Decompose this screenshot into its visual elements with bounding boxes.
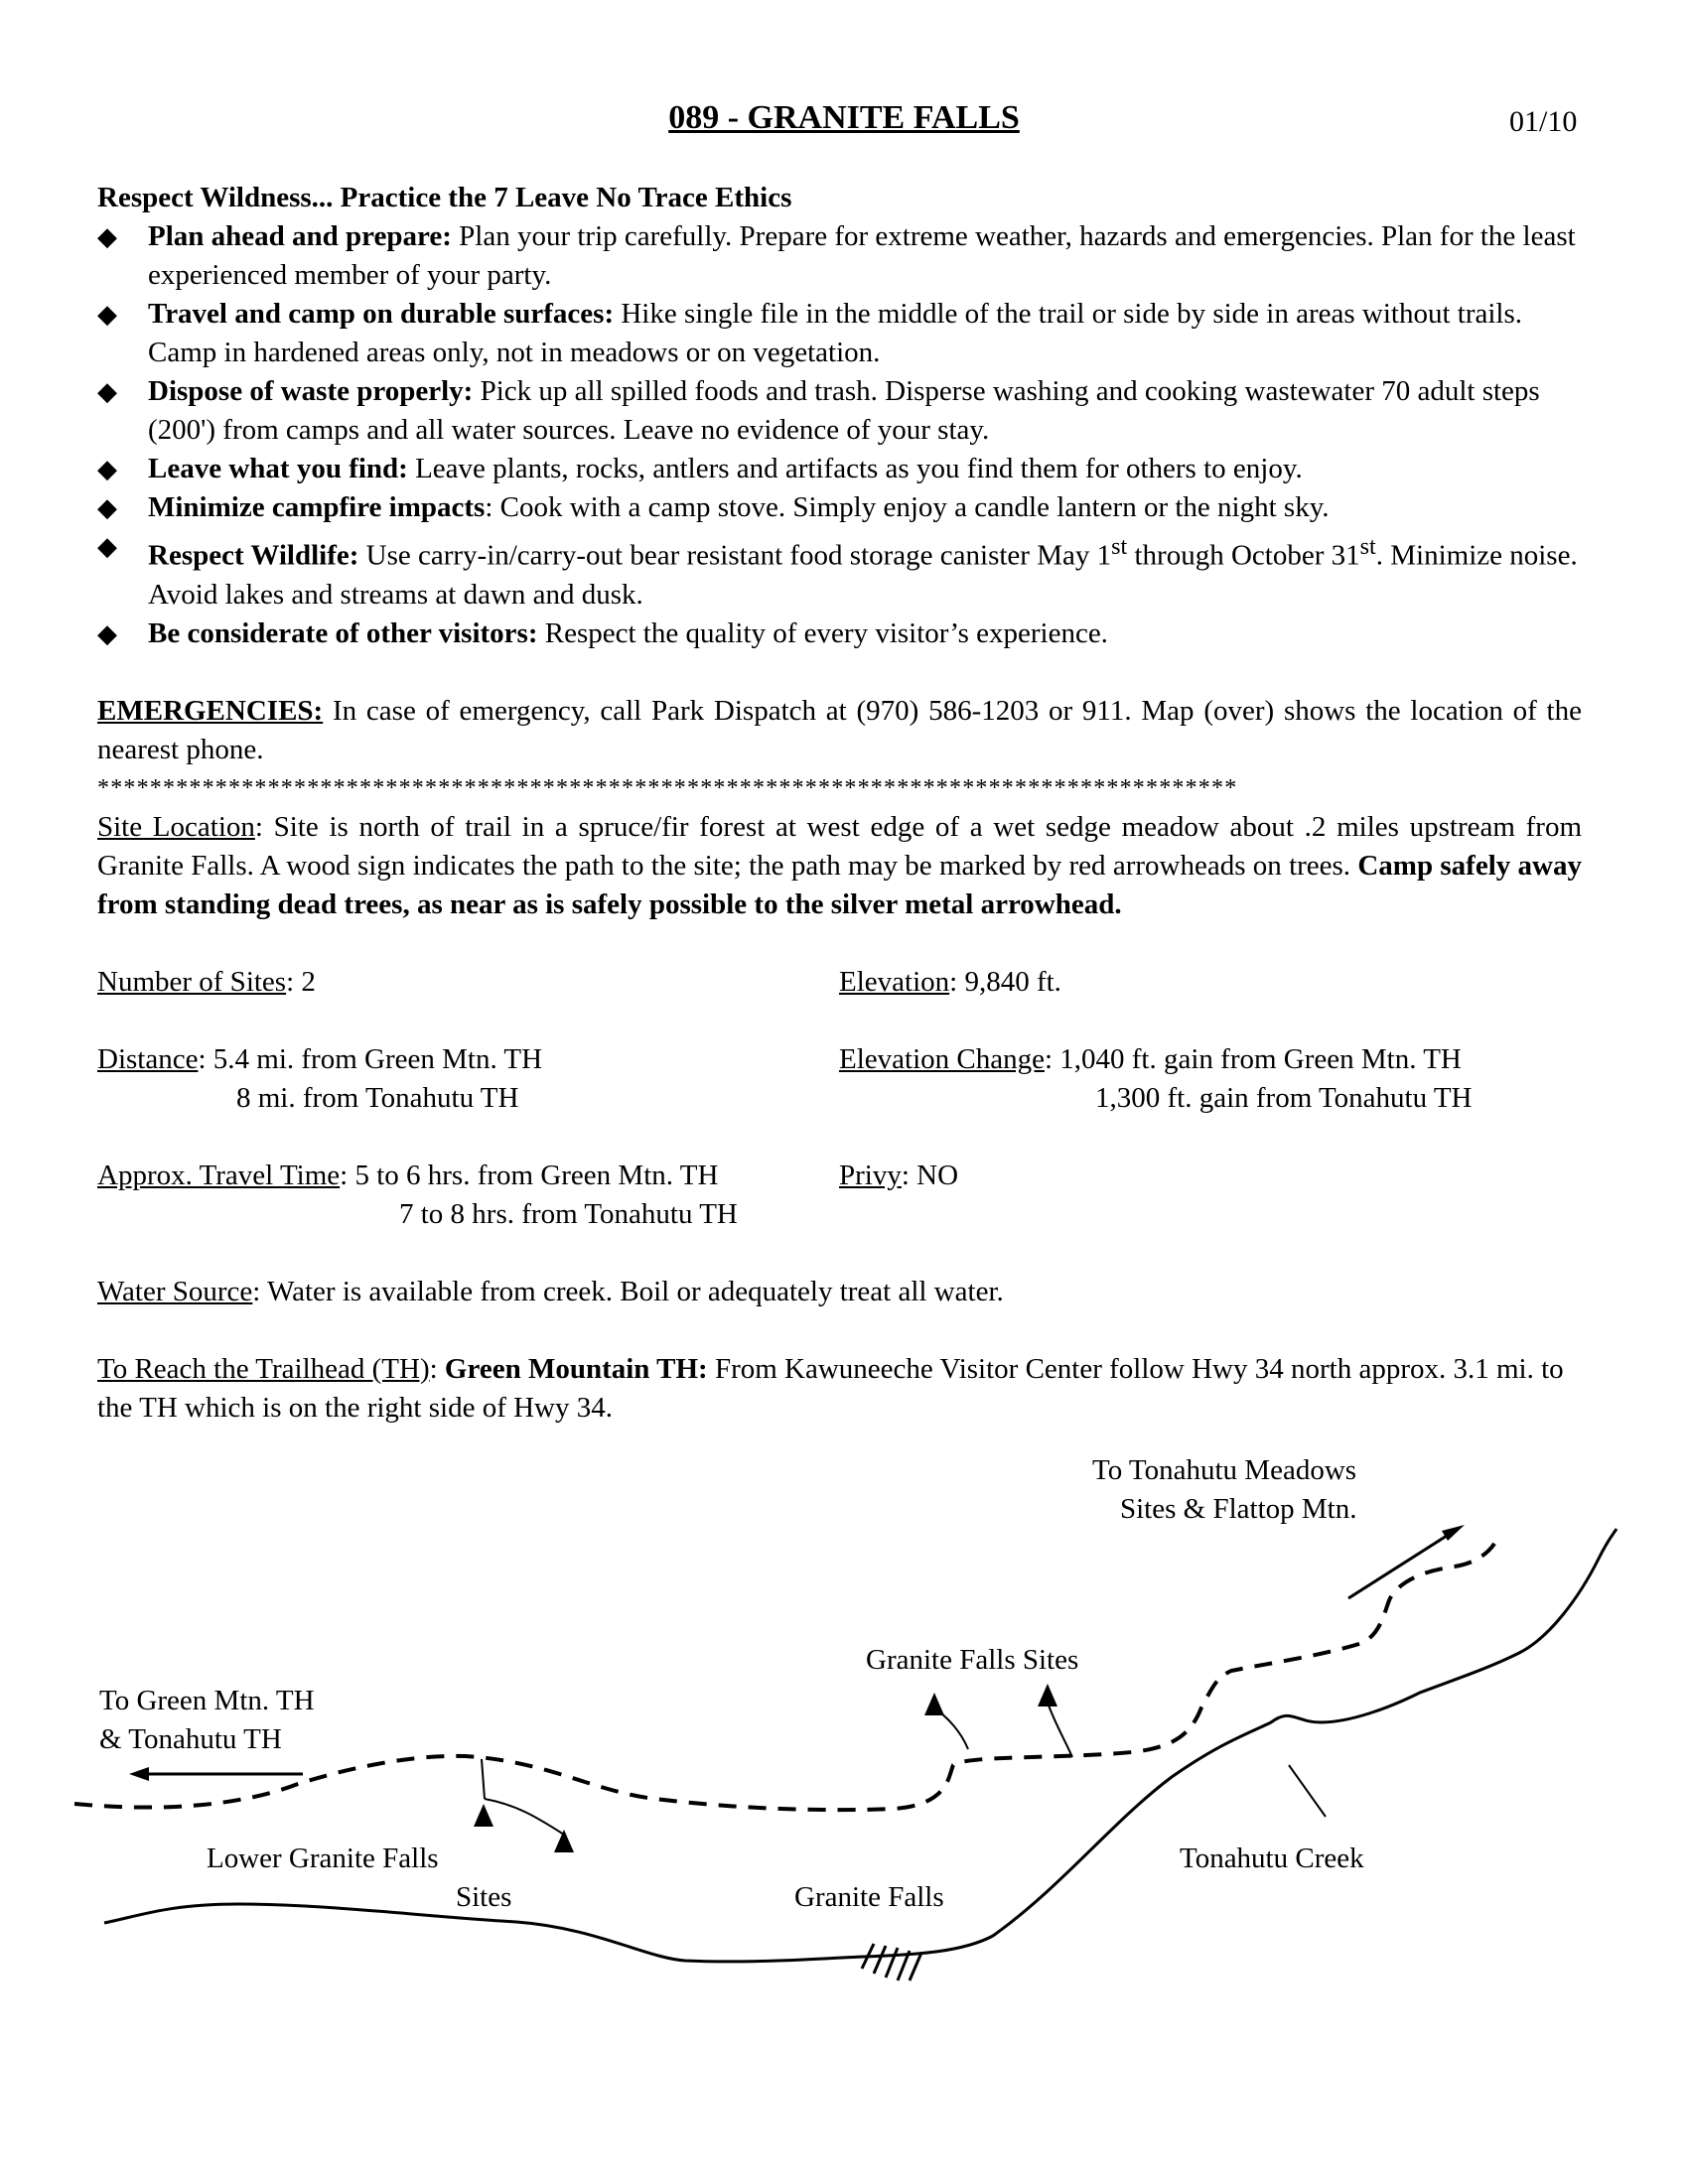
map-label-creek: Tonahutu Creek	[1180, 1843, 1364, 1874]
lnt-item-text: Pick up all spilled foods and trash. Disperse washing and cooking wastewater 70 adult steps (200') from camps and all water sources. Leave no evidence of your stay.	[148, 375, 1540, 446]
lnt-item-label: Respect Wildlife:	[148, 539, 359, 572]
emergency-label: EMERGENCIES:	[97, 694, 324, 727]
arrow-left-icon	[129, 1767, 303, 1781]
lnt-item-text: Leave plants, rocks, antlers and artifacts as you find them for others to enjoy.	[407, 453, 1303, 484]
diamond-bullet-icon: ◆	[97, 377, 117, 406]
lnt-item-label: Dispose of waste properly:	[148, 375, 474, 407]
arrow-up-right-icon	[1348, 1525, 1465, 1598]
campsite-icon	[474, 1804, 493, 1827]
map-label-to-tonahutu: Sites & Flattop Mtn.	[1120, 1493, 1357, 1525]
emergency-paragraph	[97, 692, 1582, 769]
site-location-warning: Camp safely away from standing dead trees, as near as is safely possible to the silver metal arrowhead.	[97, 849, 1582, 920]
elevation-label: Elevation	[839, 965, 950, 998]
revision-date: 01/10	[1509, 105, 1578, 138]
trailhead-name: Green Mountain TH:	[444, 1352, 708, 1385]
lnt-item-text: Hike single file in the middle of the trail or side by side in areas without trails. Camp in hardened areas only, not in meadows or on vegetation.	[148, 298, 1523, 368]
trailhead-label: To Reach the Trailhead (TH)	[97, 1352, 430, 1385]
lnt-item-text: Respect the quality of every visitor’s experience.	[537, 616, 1108, 649]
site-location-label: Site Location	[97, 810, 255, 843]
trail-path	[74, 1534, 1499, 1810]
map-label-lower-sites: Sites	[456, 1881, 512, 1913]
ordinal-suffix: st	[1359, 533, 1376, 560]
lnt-item-text: through October 31	[1127, 539, 1360, 572]
diamond-bullet-icon: ◆	[97, 455, 117, 483]
diamond-bullet-icon: ◆	[97, 222, 117, 251]
ordinal-suffix: st	[1111, 533, 1128, 560]
map-label-to-green-mtn: & Tonahutu TH	[99, 1723, 282, 1755]
lnt-item-label: Travel and camp on durable surfaces:	[148, 298, 615, 330]
travel-time-value: : 5 to 6 hrs. from Green Mtn. TH	[340, 1159, 719, 1191]
diamond-bullet-icon: ◆	[97, 493, 117, 522]
lnt-item	[97, 488, 1582, 527]
lnt-item	[97, 295, 1582, 372]
lnt-item-label: Be considerate of other visitors:	[148, 616, 538, 649]
elevation-change-label: Elevation Change	[839, 1042, 1045, 1075]
map-label-to-tonahutu: To Tonahutu Meadows	[1092, 1454, 1357, 1486]
travel-time-label: Approx. Travel Time	[97, 1159, 341, 1191]
trail-map	[0, 1439, 1688, 2035]
distance-value: : 5.4 mi. from Green Mtn. TH	[198, 1042, 543, 1075]
details-row-sites	[97, 963, 1582, 1002]
sites-label: Number of Sites	[97, 965, 287, 998]
map-label-lower-sites: Lower Granite Falls	[207, 1843, 439, 1874]
lnt-item-text: : Cook with a camp stove. Simply enjoy a candle lantern or the night sky.	[485, 491, 1330, 523]
details-row-time	[97, 1157, 1582, 1234]
map-label-granite-falls: Granite Falls	[794, 1881, 944, 1913]
trailhead-directions	[97, 1350, 1582, 1428]
map-label-granite-falls-sites: Granite Falls Sites	[866, 1644, 1079, 1676]
campsite-icon	[554, 1830, 574, 1852]
site-location-paragraph	[97, 808, 1582, 924]
lnt-item-label: Leave what you find:	[148, 453, 408, 484]
diamond-bullet-icon: ◆	[97, 618, 117, 648]
lnt-item-wildlife	[97, 527, 1582, 614]
distance-label: Distance	[97, 1042, 199, 1075]
distance-value: 8 mi. from Tonahutu TH	[236, 1081, 519, 1114]
lnt-item	[97, 372, 1582, 450]
water-source-text: : Water is available from creek. Boil or adequately treat all water.	[252, 1275, 1004, 1307]
site-location-text: : Site is north of trail in a spruce/fir forest at west edge of a wet sedge meadow about .2 miles upstream from Granite Falls. A wood sign indicates the path to the site; the path may be marked by red arrowheads on trees.	[97, 810, 1583, 882]
elevation-value: : 9,840 ft.	[949, 965, 1061, 998]
trailhead-text: From Kawuneeche Visitor Center follow Hwy 34 north approx. 3.1 mi. to the TH which is on the right side of Hwy 34.	[97, 1352, 1564, 1424]
emergency-text: In case of emergency, call Park Dispatch at (970) 586-1203 or 911. Map (over) shows the location of the nearest phone.	[97, 694, 1582, 765]
lnt-list	[97, 217, 1582, 653]
diamond-bullet-icon: ◆	[97, 532, 117, 561]
page-title: 089 - GRANITE FALLS	[668, 99, 1020, 136]
lnt-item	[97, 217, 1582, 295]
water-source	[97, 1273, 1582, 1311]
sites-value: : 2	[286, 965, 316, 998]
document-body	[97, 179, 1582, 1428]
lnt-heading: Respect Wildness... Practice the 7 Leave No Trace Ethics	[97, 182, 792, 213]
lnt-item-text: Use carry-in/carry-out bear resistant food storage canister May 1	[358, 539, 1112, 572]
spur-path	[1048, 1703, 1072, 1757]
diamond-bullet-icon: ◆	[97, 300, 117, 329]
lnt-item-label: Plan ahead and prepare:	[148, 220, 452, 252]
falls-marks	[862, 1944, 921, 1980]
lnt-item-label: Minimize campfire impacts	[148, 491, 486, 523]
privy-value: : NO	[901, 1159, 959, 1191]
elevation-change-value: 1,300 ft. gain from Tonahutu TH	[1095, 1081, 1473, 1114]
elevation-change-value: : 1,040 ft. gain from Green Mtn. TH	[1044, 1042, 1462, 1075]
separator-line: ***************************************************************************************	[97, 774, 1238, 801]
creek-pointer	[1289, 1765, 1326, 1817]
travel-time-value: 7 to 8 hrs. from Tonahutu TH	[399, 1197, 738, 1230]
map-label-to-green-mtn: To Green Mtn. TH	[99, 1685, 315, 1716]
lnt-item-text: Plan your trip carefully. Prepare for extreme weather, hazards and emergencies. Plan for the least experienced member of your party.	[148, 220, 1576, 291]
campsite-icon	[1038, 1684, 1057, 1706]
lnt-item-text: . Minimize noise. Avoid lakes and streams at dawn and dusk.	[148, 539, 1578, 611]
lnt-item	[97, 614, 1582, 653]
water-source-label: Water Source	[97, 1275, 253, 1307]
lnt-item	[97, 450, 1582, 488]
campsite-icon	[924, 1693, 944, 1715]
details-row-distance	[97, 1040, 1582, 1118]
privy-label: Privy	[839, 1159, 902, 1191]
trailhead-colon: :	[429, 1352, 445, 1385]
